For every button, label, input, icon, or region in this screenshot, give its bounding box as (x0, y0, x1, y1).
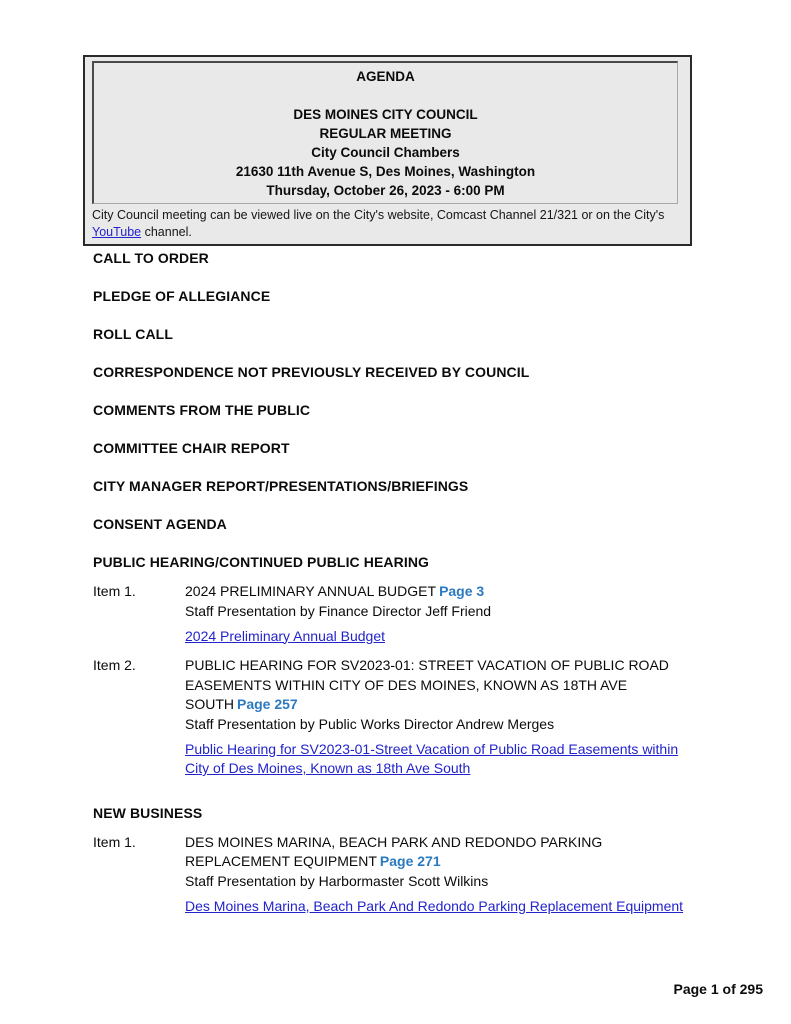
meeting-type-line: REGULAR MEETING (319, 126, 452, 141)
item-title (185, 656, 690, 715)
section-public-hearing: PUBLIC HEARING/CONTINUED PUBLIC HEARING (93, 554, 430, 570)
item-body (185, 582, 690, 646)
agenda-title: AGENDA (356, 69, 415, 84)
item-label: Item 2. (93, 657, 136, 673)
item-title-text: DES MOINES MARINA, BEACH PARK AND REDONDO PARKING REPLACEMENT EQUIPMENT (185, 833, 603, 869)
item-label: Item 1. (93, 583, 136, 599)
section-comments-from-public: COMMENTS FROM THE PUBLIC (93, 402, 311, 418)
item-title-text: PUBLIC HEARING FOR SV2023-01: STREET VACATION OF PUBLIC ROAD EASEMENTS WITHIN CITY OF DES MOINES, KNOWN AS 18TH AVE SOUTH (185, 657, 669, 712)
spacer (98, 86, 673, 105)
hearing-item-1 (93, 582, 699, 646)
hearing-item-2 (93, 656, 699, 779)
section-correspondence: CORRESPONDENCE NOT PREVIOUSLY RECEIVED BY COUNCIL (93, 364, 530, 380)
viewing-notice-text-end: channel. (141, 224, 192, 239)
agenda-header-box (83, 55, 692, 246)
meeting-location-line: City Council Chambers (311, 145, 460, 160)
section-pledge-of-allegiance: PLEDGE OF ALLEGIANCE (93, 288, 271, 304)
section-new-business: NEW BUSINESS (93, 804, 203, 821)
item-attachment-link[interactable]: 2024 Preliminary Annual Budget (185, 627, 386, 644)
item-attachment-link[interactable]: Public Hearing for SV2023-01-Street Vacation of Public Road Easements within City of Des Moines, Known as 18th Ave South (185, 740, 679, 776)
item-staff-presenter: Staff Presentation by Public Works Director Andrew Merges (185, 716, 555, 732)
meeting-address-line: 21630 11th Avenue S, Des Moines, Washington (235, 164, 536, 179)
item-body (185, 833, 690, 917)
item-title-text: 2024 PRELIMINARY ANNUAL BUDGET (185, 583, 437, 599)
page-ref-link[interactable]: Page 3 (439, 583, 485, 599)
agenda-body (93, 250, 699, 926)
agenda-title-box (92, 61, 678, 204)
item-body (185, 656, 690, 779)
item-title (185, 582, 690, 602)
viewing-notice (85, 204, 690, 241)
item-staff-presenter: Staff Presentation by Harbormaster Scott Wilkins (185, 873, 489, 889)
meeting-datetime-line: Thursday, October 26, 2023 - 6:00 PM (266, 183, 505, 198)
meeting-org-line: DES MOINES CITY COUNCIL (293, 107, 478, 122)
viewing-notice-text: City Council meeting can be viewed live on the City's website, Comcast Channel 21/321 or on the City's (92, 208, 665, 222)
item-title (185, 833, 690, 872)
item-label: Item 1. (93, 833, 136, 850)
section-roll-call: ROLL CALL (93, 326, 173, 342)
section-committee-chair-report: COMMITTEE CHAIR REPORT (93, 440, 290, 456)
new-business-item-1 (93, 833, 699, 917)
item-staff-presenter: Staff Presentation by Finance Director Jeff Friend (185, 603, 492, 619)
page-ref-link[interactable]: Page 271 (379, 853, 441, 869)
section-call-to-order: CALL TO ORDER (93, 250, 209, 266)
page-number-footer: Page 1 of 295 (673, 981, 763, 997)
section-city-manager-report: CITY MANAGER REPORT/PRESENTATIONS/BRIEFINGS (93, 478, 469, 494)
page-ref-link[interactable]: Page 257 (237, 696, 298, 712)
section-consent-agenda: CONSENT AGENDA (93, 516, 227, 532)
item-attachment-link[interactable]: Des Moines Marina, Beach Park And Redondo Parking Replacement Equipment (185, 897, 684, 914)
youtube-link[interactable]: YouTube (92, 224, 142, 239)
